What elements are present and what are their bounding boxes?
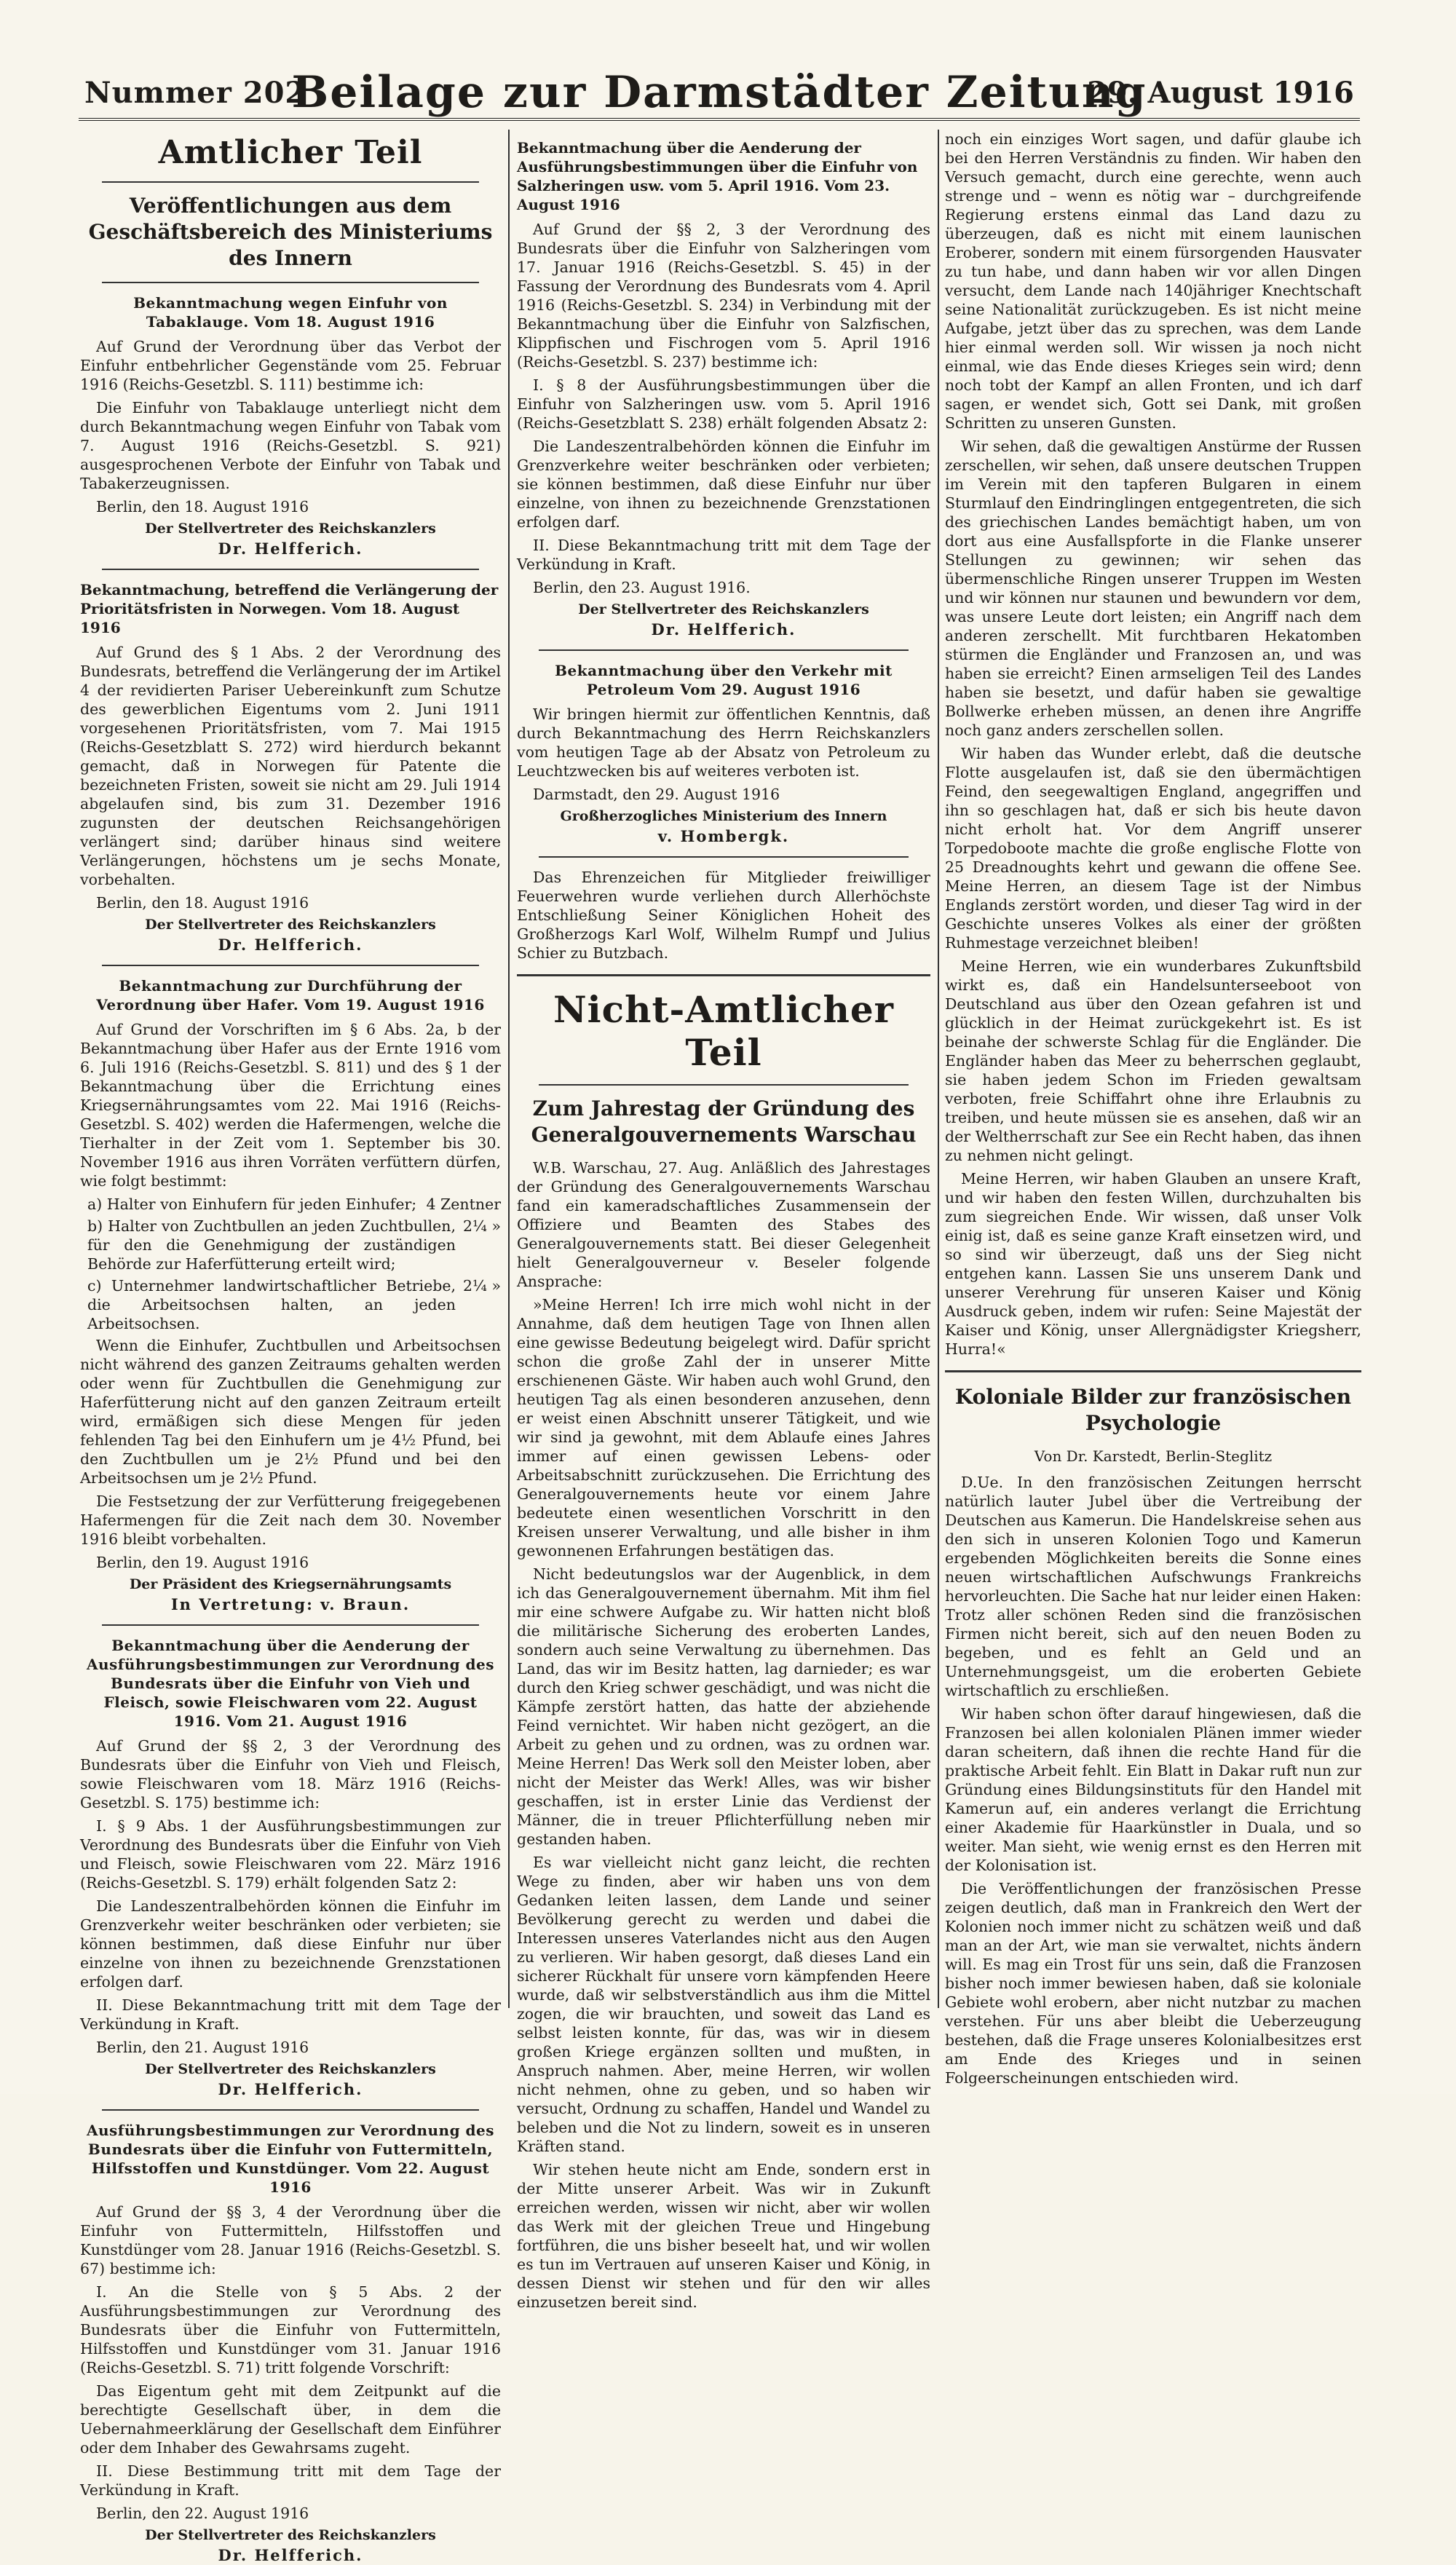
paragraph: Das Eigentum geht mit dem Zeitpunkt auf die berechtigte Gesellschaft über, in dem die Uebernahmeerklärung der Gesellschaft dem Einführer oder dem Inhaber des Gewahrsams zugeht. (80, 2382, 501, 2457)
issue-date: 29. August 1916 (1087, 76, 1354, 110)
notice-title: Bekanntmachung zur Durchführung der Verordnung über Hafer. Vom 19. August 1916 (96, 977, 485, 1013)
article-title: Zum Jahrestag der Gründung des Generalgouvernements Warschau (531, 1096, 917, 1147)
paragraph: Die Veröffentlichungen der französischen Presse zeigen deutlich, daß man in Frankreich den Wert der Kolonien noch immer nicht zu schätzen weiß und daß man an der Art, wie man sie verwaltet, nichts ändern will. Es mag ein Trost für uns sein, daß die Franzosen bisher noch immer bewiesen haben, daß sie koloniale Gebiete wohl erobern, aber nicht nutzbar zu machen verstehen. Für uns aber bleibt die Ueberzeugung bestehen, daß die Frage unseres Kolonialbesitzes erst am Ende des Krieges und in seinen Folgeerscheinungen entschieden wird. (945, 1880, 1361, 2087)
paragraph: I. An die Stelle von § 5 Abs. 2 der Ausführungsbestimmungen zur Verordnung des Bundesrats über die Einfuhr von Futtermitteln, Hilfsstoffen und Kunstdünger vom 31. Januar 1916 (Reichs-Gesetzbl. S. 71) tritt folgende Vorschrift: (80, 2283, 501, 2376)
article-warschau (517, 1096, 930, 2312)
place-date: Berlin, den 23. August 1916. (533, 579, 751, 596)
column-rule (938, 130, 939, 2008)
paragraph: Die Einfuhr von Tabaklauge unterliegt nicht dem durch Bekanntmachung wegen Einfuhr von Tabak vom 7. August 1916 (Reichs-Gesetzbl. S. 921) ausgesprochenen Verbote der Einfuhr von Tabak und Tabakerzeugnissen. (80, 399, 501, 492)
divider (539, 1084, 909, 1086)
signatory-role: Der Präsident des Kriegsernährungsamts (129, 1576, 452, 1592)
paragraph: Nicht bedeutungslos war der Augenblick, in dem ich das Generalgouvernement übernahm. Mit ihm fiel mir eine schwere Aufgabe zu. Wir hatten nicht bloß die militärische Sicherung des eroberten Landes, sondern auch seine Verwaltung zu übernehmen. Das Land, das wir im Besitz hatten, lag darnieder; es war durch den Krieg schwer geschädigt, und was nicht die Kämpfe zerstört hatten, das hatte der abziehende Feind vernichtet. Wir haben nicht gezögert, an die Arbeit zu gehen und zu ordnen, was zu ordnen war. Meine Herren! Das Werk soll den Meister loben, aber nicht der Meister das Werk! Alles, was wir bisher geschaffen, ist in erster Linie das Verdienst der Männer, die in treuer Pflichterfüllung neben mir gestanden haben. (517, 1565, 930, 1848)
notice-salzheringe (517, 138, 930, 639)
paragraph: noch ein einziges Wort sagen, und dafür glaube ich bei den Herren Verständnis zu finden. Wir haben den Versuch gemacht, durch eine gerechte, wenn auch strenge und – wenn es nötig war – durchgreifende Regierung erstens einmal das Land dazu zu überzeugen, daß es nicht mit einem launischen Eroberer, sondern mit einem fürsorgenden Hausvater zu tun habe, und dann haben wir vor allen Dingen versucht, dem Lande nach 140jähriger Knechtschaft seine Nationalität zurückzugeben. Es ist nicht meine Aufgabe, jetzt über das zu sprechen, was dem Lande hier einmal werden soll. Wir wissen ja noch nicht einmal, wie das Ende dieses Krieges sein wird; denn noch tobt der Kampf an allen Fronten, und ich darf sagen, er wendet sich, Gott sei Dank, mit großen Schritten zu unseren Gunsten. (945, 130, 1361, 432)
paragraph: Wir sehen, daß die gewaltigen Anstürme der Russen zerschellen, wir sehen, daß unsere deutschen Truppen im Verein mit den tapferen Bulgaren in einem Sturmlauf den Eindringlingen entgegentreten, die sich des griechischen Landes bemächtigt haben, um von dort aus eine Ausfallspforte in die Flanke unserer Stellungen zu gewinnen; wir sehen das übermenschliche Ringen unserer Truppen im Westen und wir können nur staunen und bewundern vor dem, was unsere Leute dort leisten; ein Angriff nach dem anderen zerschellt. Mit furchtbaren Hekatomben stürmen die Engländer und Franzosen an, und was haben sie erreicht? Einen armseligen Teil des Landes haben sie besetzt, und dafür haben sie gewaltige Bollwerke erheben müssen, an denen ihre Angriffe noch ganz anders zerschellen sollen. (945, 438, 1361, 739)
list-value: 4 Zentner (426, 1195, 501, 1213)
paragraph: W.B. Warschau, 27. Aug. Anläßlich des Jahrestages der Gründung des Generalgouvernements Warschau fand ein kameradschaftliches Zusammensein der Offiziere und Beamten des Stabes des Generalgouvernements statt. Bei dieser Gelegenheit hielt Generalgouverneur v. Beseler folgende Ansprache: (517, 1159, 930, 1290)
list-item (80, 1217, 501, 1273)
list-value: 2¼ » (463, 1277, 501, 1295)
notice-title: Bekanntmachung über die Aenderung der Ausführungsbestimmungen zur Verordnung des Bundesrats über die Einfuhr von Vieh und Fleisch, sowie Fleischwaren vom 22. August 1916. Vom 21. August 1916 (86, 1637, 495, 1730)
notice-vieh-fleisch (80, 1636, 501, 2099)
divider (517, 974, 930, 976)
divider (102, 965, 479, 966)
masthead (79, 67, 1360, 121)
paragraph: Wir haben das Wunder erlebt, daß die deutsche Flotte ausgelaufen ist, daß sie den übermächtigen Feind, den seegewaltigen England, angegriffen und ihn so geschlagen hat, daß er sich bis heute davon nicht erholt hat. Vor dem Angriff unserer Torpedoboote machte die große englische Flotte von 25 Dreadnoughts kehrt und gewann die offene See. Meine Herren, an diesem Tage ist der Nimbus Englands zerstört worden, und dieser Tag wird in der Geschichte unseres Volkes als einer der größten Ruhmestage verzeichnet bleiben! (945, 745, 1361, 952)
signatory-name: v. Hombergk. (657, 827, 790, 845)
paragraph: I. § 8 der Ausführungsbestimmungen über die Einfuhr von Salzheringen usw. vom 5. April 1916 (Reichs-Gesetzblatt S. 238) erhält folgenden Absatz 2: (517, 376, 930, 432)
list-label: c) Unternehmer landwirtschaftlicher Betriebe, die Arbeitsochsen halten, an jeden Arbeitsochsen. (87, 1277, 456, 1332)
paragraph: Meine Herren, wie ein wunderbares Zukunftsbild wirkt es, daß ein Handelsunterseeboot von Deutschland aus über den Ozean gefahren ist und glücklich in der Heimat zurückgekehrt ist. Es ist beinahe der schwerste Schlag für die Engländer. Die Engländer haben das Meer zu beherrschen geglaubt, sie haben jedem Schon im Frieden gewaltsam verboten, freie Schiffahrt ohne ihre Erlaubnis zu treiben, und heute müssen sie es ansehen, daß wir an der Weltherrschaft zur See ein Recht haben, das ihnen zu nehmen nicht gelingt. (945, 957, 1361, 1164)
list-item (80, 1195, 501, 1214)
divider (539, 649, 909, 651)
divider (945, 1370, 1361, 1372)
signatory-role: Der Stellvertreter des Reichskanzlers (145, 917, 436, 933)
signatory-name: Dr. Helfferich. (651, 620, 796, 639)
paragraph: Es war vielleicht nicht ganz leicht, die rechten Wege zu finden, aber wir haben uns von dem Gedanken leiten lassen, dem Lande und seiner Bevölkerung gerecht zu werden und dabei die Interessen unseres Vaterlandes nicht aus den Augen zu verlieren. Wir haben gesorgt, daß dieses Land ein sicherer Rückhalt für unsere vorn kämpfenden Heere wurde, daß wir selbstverständlich aus ihm die Mittel zogen, die wir brauchten, und soweit das Land es selbst leisten konnte, für das, was wir in diesem großen Kriege ergänzen sollten und mußten, in Anspruch nahmen. Aber, meine Herren, wir wollen nicht nehmen, ohne zu geben, und so haben wir versucht, Ordnung zu schaffen, Handel und Wandel zu beleben und die Not zu lindern, soweit es in unseren Kräften stand. (517, 1854, 930, 2155)
paragraph: II. Diese Bekanntmachung tritt mit dem Tage der Verkündung in Kraft. (80, 1996, 501, 2033)
ministry-heading: Veröffentlichungen aus dem Geschäftsbereich des Ministeriums des Innern (88, 194, 493, 270)
paragraph: Die Landeszentralbehörden können die Einfuhr im Grenzverkehr weiter beschränken oder verbieten; sie können bestimmen, daß diese Einfuhr nur über einzelne von ihnen zu bezeichnende Grenzstationen erfolgen darf. (80, 1897, 501, 1991)
notice-petroleum (517, 661, 930, 846)
paragraph: Auf Grund der §§ 2, 3 der Verordnung des Bundesrats über die Einfuhr von Salzheringen vom 17. Januar 1916 (Reichs-Gesetzbl. S. 45) in der Fassung der Verordnung des Bundesrats vom 4. April 1916 (Reichs-Gesetzbl. S. 234) in Verbindung mit der Bekanntmachung über die Einfuhr von Salzfischen, Klippfischen und Fischrogen vom 5. April 1916 (Reichs-Gesetzbl. S. 237) bestimme ich: (517, 221, 930, 371)
column-2 (517, 130, 930, 2311)
signatory-role: Der Stellvertreter des Reichskanzlers (145, 2061, 436, 2077)
notice-tabaklauge (80, 293, 501, 558)
paragraph: Wir haben schon öfter darauf hingewiesen, daß die Franzosen bei allen kolonialen Plänen immer wieder daran scheitern, daß ihnen die rechte Hand für die praktische Arbeit fehlt. Ein Blatt in Dakar ruft nun zur Gründung eines Bildungsinstituts für den Handel mit Kamerun auf, ein anderes verlangt die Errichtung einer Akademie für Haarkünstler in Duala, und so weiter. Man sieht, wie wenig ernst es den Herren mit der Kolonisation ist. (945, 1705, 1361, 1874)
divider (102, 2109, 479, 2111)
notice-title: Bekanntmachung über die Aenderung der Ausführungsbestimmungen über die Einfuhr von Salzheringen usw. vom 5. April 1916. Vom 23. August 1916 (517, 139, 918, 213)
column-3 (945, 130, 1361, 2087)
place-date: Berlin, den 18. August 1916 (96, 498, 309, 515)
signatory-name: Dr. Helfferich. (218, 2546, 363, 2564)
column-rule (508, 130, 510, 2008)
paragraph: Auf Grund der §§ 3, 4 der Verordnung über die Einfuhr von Futtermitteln, Hilfsstoffen und Kunstdünger vom 28. Januar 1916 (Reichs-Gesetzbl. S. 67) bestimme ich: (80, 2203, 501, 2277)
divider (102, 569, 479, 570)
issue-number: Nummer 202 (84, 76, 306, 110)
signatory-role: Der Stellvertreter des Reichskanzlers (145, 521, 436, 537)
list-label: a) Halter von Einhufern für jeden Einhufer; (87, 1195, 417, 1213)
notice-title: Ausführungsbestimmungen zur Verordnung des Bundesrats über die Einfuhr von Futtermitteln, Hilfsstoffen und Kunstdünger. Vom 22. August 1916 (86, 2122, 495, 2196)
article-author: Von Dr. Karstedt, Berlin-Steglitz (1034, 1447, 1273, 1465)
paragraph: Auf Grund der Vorschriften im § 6 Abs. 2a, b der Bekanntmachung über Hafer aus der Ernte 1916 vom 6. Juli 1916 (Reichs-Gesetzbl. S. 811) und des § 1 der Bekanntmachung über die Errichtung eines Kriegsernährungsamtes vom 22. Mai 1916 (Reichs-Gesetzbl. S. 402) werden die Hafermengen, welche die Tierhalter in der Zeit vom 1. September bis 30. November 1916 aus ihren Vorräten verfüttern dürfen, wie folgt bestimmt: (80, 1021, 501, 1190)
divider (539, 856, 909, 858)
paragraph: Die Landeszentralbehörden können die Einfuhr im Grenzverkehre weiter beschränken oder verbieten; sie können bestimmen, daß diese Einfuhr nur über einzelne, von ihnen zu bezeichnende Grenzstationen erfolgen darf. (517, 438, 930, 531)
notice-hafer (80, 976, 501, 1614)
paragraph: Auf Grund der Verordnung über das Verbot der Einfuhr entbehrlicher Gegenstände vom 25. Februar 1916 (Reichs-Gesetzbl. S. 111) bestimme ich: (80, 338, 501, 393)
signatory-name: Dr. Helfferich. (218, 2080, 363, 2098)
signatory-name: Dr. Helfferich. (218, 540, 363, 558)
place-date: Berlin, den 18. August 1916 (96, 894, 309, 912)
list-value: 2¼ » (463, 1217, 501, 1235)
paragraph: Auf Grund des § 1 Abs. 2 der Verordnung des Bundesrats, betreffend die Verlängerung der im Artikel 4 der revidierten Pariser Uebereinkunft zum Schutze des gewerblichen Eigentums vom 2. Juni 1911 vorgesehenen Prioritätsfristen, vom 7. Mai 1915 (Reichs-Gesetzblatt S. 272) wird hierdurch bekannt gemacht, daß in Norwegen für Patente die bezeichneten Fristen, soweit sie nicht am 29. Juli 1914 abgelaufen sind, bis zum 31. Dezember 1916 zugunsten der deutschen Reichsangehörigen verlängert sind; darüber hinaus sind weitere Verlängerungen, höchstens um je sechs Monate, vorbehalten. (80, 644, 501, 888)
signatory-role: Der Stellvertreter des Reichskanzlers (578, 601, 869, 617)
notice-title: Bekanntmachung, betreffend die Verlängerung der Prioritätsfristen in Norwegen. Vom 18. August 1916 (80, 581, 499, 636)
paragraph: »Meine Herren! Ich irre mich wohl nicht in der Annahme, daß dem heutigen Tage von Ihnen allen eine gewisse Bedeutung beigelegt wird. Dafür spricht schon die große Zahl der in unserer Mitte erschienenen Gäste. Wir haben auch wohl Grund, den heutigen Tag als einen besonderen anzusehen, denn er weist einen Abschnitt unserer Tätigkeit, und wie wir sind ja gewohnt, mit dem Ablaufe eines Jahres immer auf einen gewissen Lebens- oder Arbeitsabschnitt zurückzusehen. Die Errichtung des Generalgouvernements heute vor einem Jahre bedeutete einen wesentlichen Vorschritt in den Kreisen unserer Verwaltung, und alle bisher in ihm gewonnenen Erfahrungen bestätigen das. (517, 1296, 930, 1560)
place-date: Berlin, den 22. August 1916 (96, 2505, 309, 2522)
paragraph: Auf Grund der §§ 2, 3 der Verordnung des Bundesrats über die Einfuhr von Vieh und Fleisch, sowie Fleischwaren vom 18. März 1916 (Reichs-Gesetzbl. S. 175) bestimme ich: (80, 1737, 501, 1811)
paragraph: I. § 9 Abs. 1 der Ausführungsbestimmungen zur Verordnung des Bundesrats über die Einfuhr von Vieh und Fleisch, sowie Fleischwaren vom 22. März 1916 (Reichs-Gesetzbl. S. 179) erhält folgenden Satz 2: (80, 1817, 501, 1892)
notice-prioritaetsfristen (80, 580, 501, 955)
signatory-role: Der Stellvertreter des Reichskanzlers (145, 2527, 436, 2543)
section-title-official: Amtlicher Teil (158, 134, 423, 171)
paragraph: D.Ue. In den französischen Zeitungen herrscht natürlich lauter Jubel über die Vertreibung der Deutschen aus Kamerun. Die Handelskreise sehen aus den sich in unseren Kolonien Togo und Kamerun ergebenden Möglichkeiten bereits die Sonne eines neuen wirtschaftlichen Aufschwungs Frankreichs hervorleuchten. Die Sache hat nur leider einen Haken: Trotz aller schönen Reden sind die französischen Firmen nicht bereit, sich auf den neuen Boden zu begeben, und es fehlt an Geld und an Unternehmungsgeist, um die eroberten Gebiete wirtschaftlich zu erschließen. (945, 1474, 1361, 1699)
divider (102, 181, 479, 183)
signatory-name: Dr. Helfferich. (218, 936, 363, 954)
paragraph: II. Diese Bestimmung tritt mit dem Tage der Verkündung in Kraft. (80, 2462, 501, 2499)
article-koloniale-bilder (945, 1384, 1361, 2087)
signatory-name: In Vertretung: v. Braun. (170, 1595, 411, 1613)
place-date: Darmstadt, den 29. August 1916 (533, 786, 780, 803)
paragraph: Die Festsetzung der zur Verfütterung freigegebenen Hafermengen für die Zeit nach dem 30. November 1916 bleibt vorbehalten. (80, 1493, 501, 1548)
notice-title: Bekanntmachung über den Verkehr mit Petroleum Vom 29. August 1916 (555, 662, 893, 698)
paragraph: II. Diese Bekanntmachung tritt mit dem Tage der Verkündung in Kraft. (517, 537, 930, 573)
honor-notice: Das Ehrenzeichen für Mitglieder freiwilliger Feuerwehren wurde verliehen durch Allerhöchste Entschließung Seiner Königlichen Hoheit des Großherzogs Karl Wolf, Wilhelm Rumpf und Julius Schier zu Butzbach. (517, 869, 930, 962)
paragraph: Wenn die Einhufer, Zuchtbullen und Arbeitsochsen nicht während des ganzen Zeitraums gehalten werden oder wenn für Zuchtbullen die Genehmigung zur Haferfütterung nicht auf den ganzen Zeitraum erteilt wird, ermäßigen sich diese Mengen für jeden fehlenden Tag bei den Einhufern um je 4½ Pfund, bei den Zuchtbullen um je 2½ Pfund und bei den Arbeitsochsen um je 2½ Pfund. (80, 1337, 501, 1487)
place-date: Berlin, den 21. August 1916 (96, 2039, 309, 2056)
paragraph: Meine Herren, wir haben Glauben an unsere Kraft, und wir haben den festen Willen, durchzuhalten bis zum siegreichen Ende. Wir wissen, daß unser Volk einig ist, daß es seine ganze Kraft einsetzen wird, und so sind wir überzeugt, daß uns der Sieg nicht entgehen kann. Lassen Sie uns unserem Dank und unserer Verehrung für unseren Kaiser und König Ausdruck geben, indem wir rufen: Seine Majestät der Kaiser und König, unser Allergnädigster Kriegsherr, Hurra!« (945, 1170, 1361, 1358)
paragraph: Wir stehen heute nicht am Ende, sondern erst in der Mitte unserer Arbeit. Was wir in Zukunft erreichen werden, wissen wir nicht, aber wir wollen das Werk mit der gleichen Treue und Hingebung fortführen, die uns bisher beseelt hat, und wir wollen es tun im Vertrauen auf unseren Kaiser und König, in dessen Dienst wir stehen und für den wir alles einzusetzen bereit sind. (517, 2161, 930, 2311)
section-title-nonofficial: Nicht-Amtlicher Teil (553, 988, 895, 1074)
notice-title: Bekanntmachung wegen Einfuhr von Tabaklauge. Vom 18. August 1916 (133, 294, 448, 331)
signatory-role: Großherzogliches Ministerium des Innern (560, 808, 887, 824)
paragraph: Wir bringen hiermit zur öffentlichen Kenntnis, daß durch Bekanntmachung des Herrn Reichskanzlers vom heutigen Tage ab der Absatz von Petroleum zu Leuchtzwecken bis auf weiteres verboten ist. (517, 706, 930, 780)
list-label: b) Halter von Zuchtbullen an jeden Zuchtbullen, für den die Genehmigung der zuständigen Behörde zur Haferfütterung erteilt wird; (87, 1217, 456, 1273)
newspaper-title: Beilage zur Darmstädter Zeitung (291, 67, 1147, 118)
notice-futtermittel (80, 2121, 501, 2565)
column-1 (80, 130, 501, 2564)
divider (102, 1624, 479, 1626)
list-item (80, 1276, 501, 1333)
article-title: Koloniale Bilder zur französischen Psychologie (954, 1385, 1352, 1435)
place-date: Berlin, den 19. August 1916 (96, 1554, 309, 1571)
divider (102, 282, 479, 283)
